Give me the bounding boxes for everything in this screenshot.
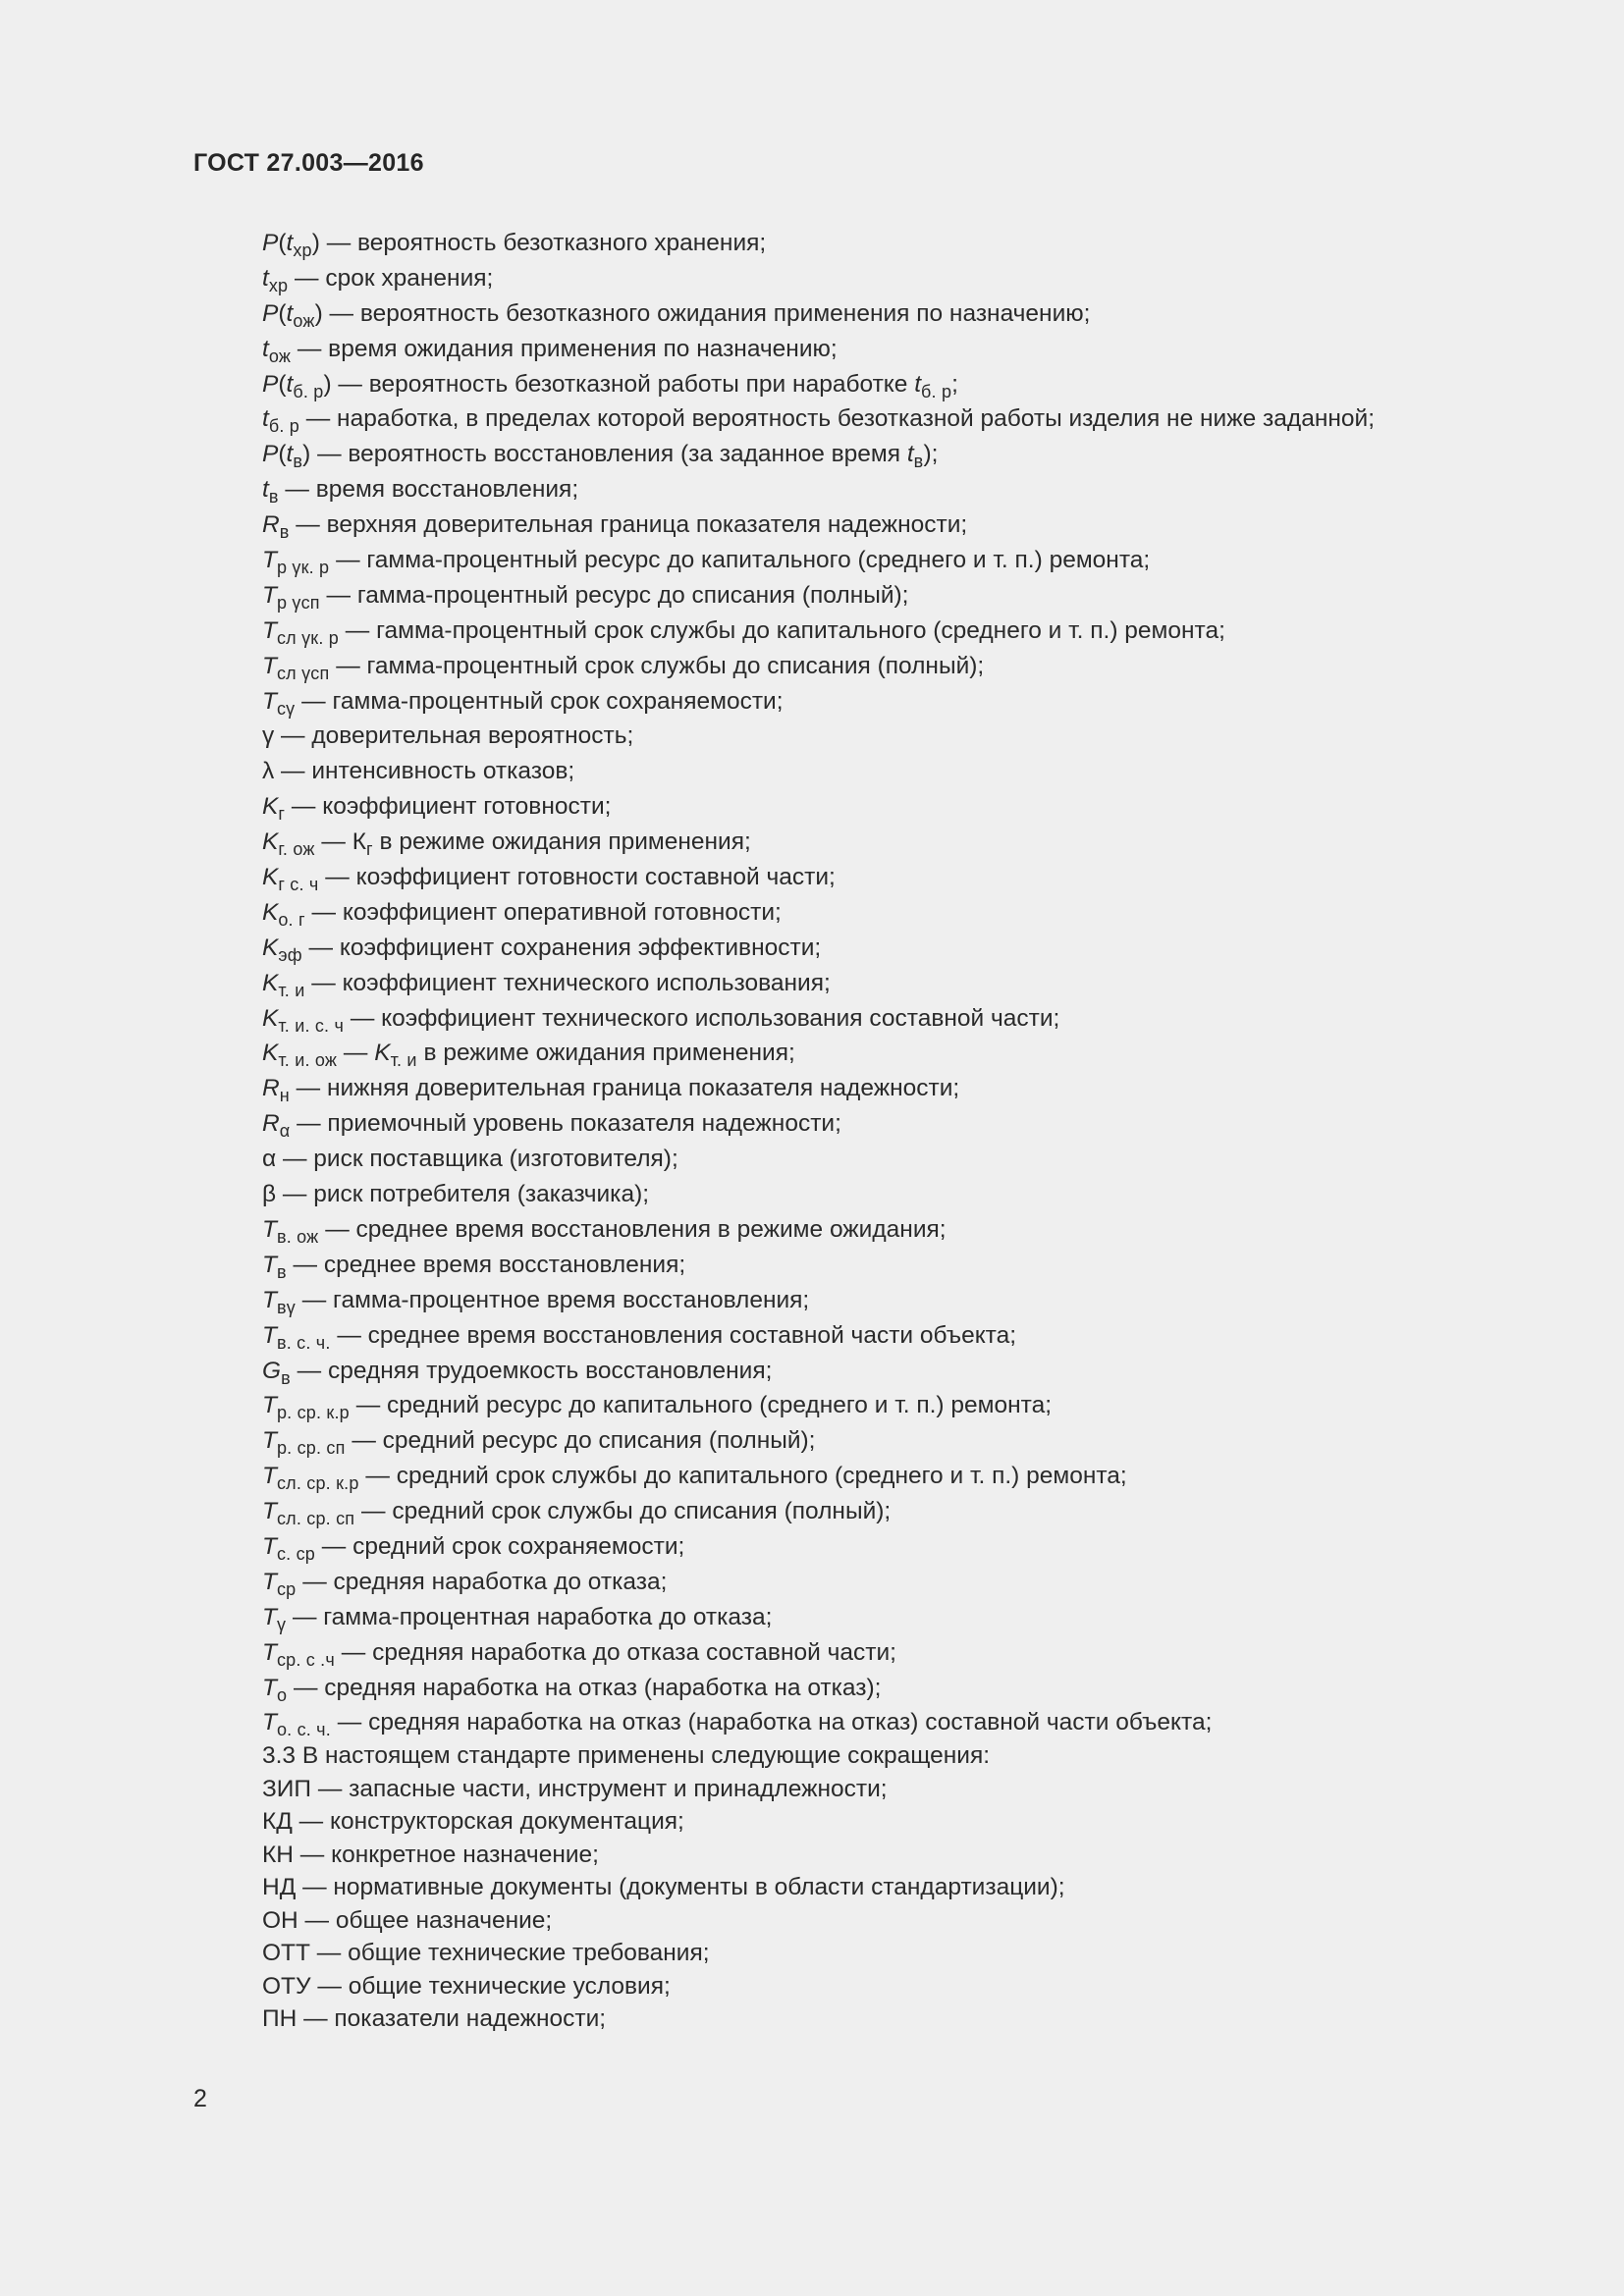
symbol-description: — средний срок сохраняемости; [314,1532,685,1560]
symbol-notation: γ [262,722,275,750]
symbol-definition [262,367,1578,402]
symbol-description: — $К_г$ в режиме ожидания применения; [314,828,751,860]
symbol-description: — риск поставщика (изготовителя); [276,1146,678,1173]
symbol-description: — коэффициент готовности; [285,793,612,821]
symbol-notation: $K_{т. и}$ [262,969,305,1000]
symbol-definition [262,825,1578,860]
symbol-notation: $K_{о. г}$ [262,898,305,930]
symbol-description: — коэффициент технического использования; [304,969,831,996]
abbreviation-item: ПН — показатели надежности; [262,2005,607,2033]
symbol-definition [262,437,1578,472]
symbol-notation: α [262,1146,277,1173]
abbreviations-section [262,1739,1578,2036]
symbol-description: — средний срок службы до списания (полный); [354,1498,892,1525]
symbol-definition [262,1388,1578,1423]
symbol-definition [262,1106,1578,1142]
symbol-definition [262,1318,1578,1354]
symbol-definition [262,931,1578,966]
symbol-definition [262,1529,1578,1565]
symbol-definition [262,1494,1578,1529]
symbol-description: — срок хранения; [288,264,494,292]
symbol-description: — средняя наработка на отказ (наработка на отказ) составной части объекта; [330,1709,1213,1736]
symbol-definition [262,1423,1578,1459]
symbol-notation: $K_{эф}$ [262,934,302,965]
symbol-definition [262,1671,1578,1706]
symbol-definition [262,684,1578,720]
symbol-notation: $T_{сл. ср. к.р}$ [262,1463,359,1494]
symbol-notation: β [262,1181,277,1208]
abbreviation-item: ОН — общее назначение; [262,1906,553,1934]
symbol-notation: $T_{с. ср}$ [262,1532,315,1564]
symbol-notation: $T_{сл \gamma сп}$ [262,652,330,683]
symbol-definition [262,543,1578,578]
symbol-description: — вероятность безотказного хранения; [319,230,767,256]
symbol-definition [262,1635,1578,1671]
symbol-definition [262,860,1578,895]
symbol-notation: $T_{сл \gamma к. р}$ [262,616,339,648]
symbol-description: — среднее время восстановления в режиме ожидания; [318,1215,947,1243]
symbol-definition [262,507,1578,543]
symbol-description: — гамма-процентный ресурс до капитального (среднего и т. п.) ремонта; [329,547,1151,574]
symbol-description: — среднее время восстановления составной части объекта; [330,1321,1017,1349]
symbol-notation: $G_в$ [262,1357,291,1388]
symbol-notation: $T_\gamma$ [262,1603,287,1634]
symbol-description: — гамма-процентный срок сохраняемости; [295,687,784,715]
page-number: 2 [193,2085,207,2112]
symbol-notation: $T_{с\gamma}$ [262,687,296,719]
symbol-definition [262,1248,1578,1283]
symbol-notation: $T_{в. с. ч.}$ [262,1321,331,1353]
symbol-definition [262,472,1578,507]
symbol-notation: $t_{ож}$ [262,335,292,366]
symbol-description: — наработка, в пределах которой вероятность безотказной работы изделия не ниже заданной; [298,405,1375,433]
section-heading-3-3: 3.3 В настоящем стандарте применены следующие сокращения: [262,1742,991,1770]
symbol-notation: λ [262,758,275,785]
document-body [262,226,1578,2036]
symbol-description: — доверительная вероятность; [274,722,634,750]
symbol-notation: $P(t_{ож})$ [262,299,323,331]
symbol-notation: $T_{р. ср. к.р}$ [262,1392,350,1423]
symbol-notation: $P(t_{хр})$ [262,230,320,260]
symbol-notation: $T_{сл. ср. сп}$ [262,1498,355,1529]
symbol-notation: $K_{г. ож}$ [262,828,315,860]
abbreviation-item: КД — конструкторская документация; [262,1808,684,1836]
symbol-notation: $T_{р \gamma сп}$ [262,581,320,613]
symbol-notation: $R_н$ [262,1075,290,1106]
symbol-definition [262,578,1578,614]
symbol-description: — гамма-процентный срок службы до капитального (среднего и т. п.) ремонта; [338,616,1225,644]
symbol-definition [262,1212,1578,1248]
symbol-description: — средняя наработка на отказ (наработка на отказ); [287,1674,882,1701]
symbol-description: — средняя наработка до отказа составной части; [334,1638,896,1666]
symbol-definition [262,261,1578,296]
symbol-definition [262,966,1578,1001]
symbol-description: — нижняя доверительная граница показателя надежности; [289,1075,960,1102]
symbol-description: — гамма-процентный ресурс до списания (полный); [319,581,909,609]
symbol-description: — вероятность восстановления (за заданное время $t_в$); [310,441,939,472]
abbreviation-item: НД — нормативные документы (документы в области стандартизации); [262,1874,1065,1901]
symbol-notation: $T_{р. ср. сп}$ [262,1427,346,1459]
symbol-definition [262,1177,1578,1212]
symbol-definition [262,614,1578,649]
symbol-notation: $K_{г с. ч}$ [262,864,319,895]
symbol-description: — средняя трудоемкость восстановления; [290,1357,773,1384]
symbol-description: — среднее время восстановления; [286,1251,686,1278]
symbol-definition [262,895,1578,931]
symbol-definition [262,1600,1578,1635]
symbol-definition [262,1459,1578,1494]
symbol-definition [262,1001,1578,1037]
symbol-notation: $R_\alpha$ [262,1110,291,1142]
symbol-notation: $T_{в\gamma}$ [262,1286,296,1317]
symbol-notation: $t_{хр}$ [262,264,289,295]
symbol-notation: $R_в$ [262,511,290,543]
symbol-description: — верхняя доверительная граница показателя надежности; [289,511,968,539]
symbol-notation: $T_{р \gamma к. р}$ [262,547,330,578]
symbol-notation: $T_{о. с. ч.}$ [262,1709,331,1740]
symbol-description: — время ожидания применения по назначению; [291,335,838,362]
symbol-description: — коэффициент готовности составной части; [318,864,836,891]
symbol-description: — гамма-процентная наработка до отказа; [286,1603,773,1630]
symbol-definition [262,1283,1578,1318]
abbreviation-item: ОТУ — общие технические условия; [262,1972,671,2000]
symbol-definition [262,226,1578,261]
symbol-description: — коэффициент оперативной готовности; [304,898,782,926]
symbol-description: — средний ресурс до списания (полный); [345,1427,816,1455]
symbol-description: — интенсивность отказов; [274,758,575,785]
symbol-notation: $t_в$ [262,476,279,507]
symbol-notation: $T_о$ [262,1674,288,1705]
symbol-notation: $P(t_{б. р})$ [262,370,332,401]
symbol-definition [262,296,1578,332]
symbol-description: — вероятность безотказной работы при наработке $t_{б. р}$; [331,370,958,401]
symbol-definition [262,754,1578,789]
symbol-notation: $T_{в. ож}$ [262,1215,319,1247]
symbol-notation: $T_{ср. с .ч}$ [262,1638,335,1670]
symbol-notation: $T_{ср}$ [262,1568,297,1599]
abbreviations-list [262,1773,1578,2036]
symbol-definition [262,1036,1578,1071]
symbol-definition [262,1071,1578,1106]
symbol-definition [262,719,1578,754]
symbol-definition [262,1142,1578,1177]
symbol-notation: $K_{т. и. с. ч}$ [262,1004,345,1036]
abbreviation-item: ЗИП — запасные части, инструмент и принадлежности; [262,1775,888,1802]
symbol-description: — средний ресурс до капитального (среднего и т. п.) ремонта; [349,1392,1052,1419]
symbol-description: — время восстановления; [278,476,579,504]
document-header: ГОСТ 27.003—2016 [193,149,424,177]
symbol-description: — гамма-процентный срок службы до списания (полный); [329,652,985,679]
symbol-notation: $T_в$ [262,1251,287,1282]
symbol-definition [262,1565,1578,1600]
symbol-definition [262,1354,1578,1389]
symbols-list [262,226,1578,1740]
symbol-description: — коэффициент сохранения эффективности; [301,934,822,961]
symbol-notation: $K_г$ [262,793,286,825]
abbreviation-item: КН — конкретное назначение; [262,1841,599,1868]
symbol-description: — приемочный уровень показателя надежности; [290,1110,841,1138]
symbol-definition [262,332,1578,367]
symbol-description: — вероятность безотказного ожидания применения по назначению; [322,299,1091,327]
abbreviation-item: ОТТ — общие технические требования; [262,1940,710,1967]
symbol-definition [262,649,1578,684]
symbol-description: — риск потребителя (заказчика); [276,1181,650,1208]
symbol-definition [262,1705,1578,1740]
symbol-definition [262,401,1578,437]
symbol-notation: $t_{б. р}$ [262,405,299,437]
symbol-description: — средний срок службы до капитального (среднего и т. п.) ремонта; [358,1463,1127,1490]
symbol-description: — гамма-процентное время восстановления; [295,1286,810,1313]
symbol-description: — средняя наработка до отказа; [296,1568,668,1595]
symbol-notation: $P(t_в)$ [262,441,311,472]
symbol-definition [262,789,1578,825]
symbol-description: — коэффициент технического использования составной части; [344,1004,1060,1032]
symbol-description: — $K_{т. и}$ в режиме ожидания применения; [337,1040,795,1071]
symbol-notation: $K_{т. и. ож}$ [262,1040,338,1071]
